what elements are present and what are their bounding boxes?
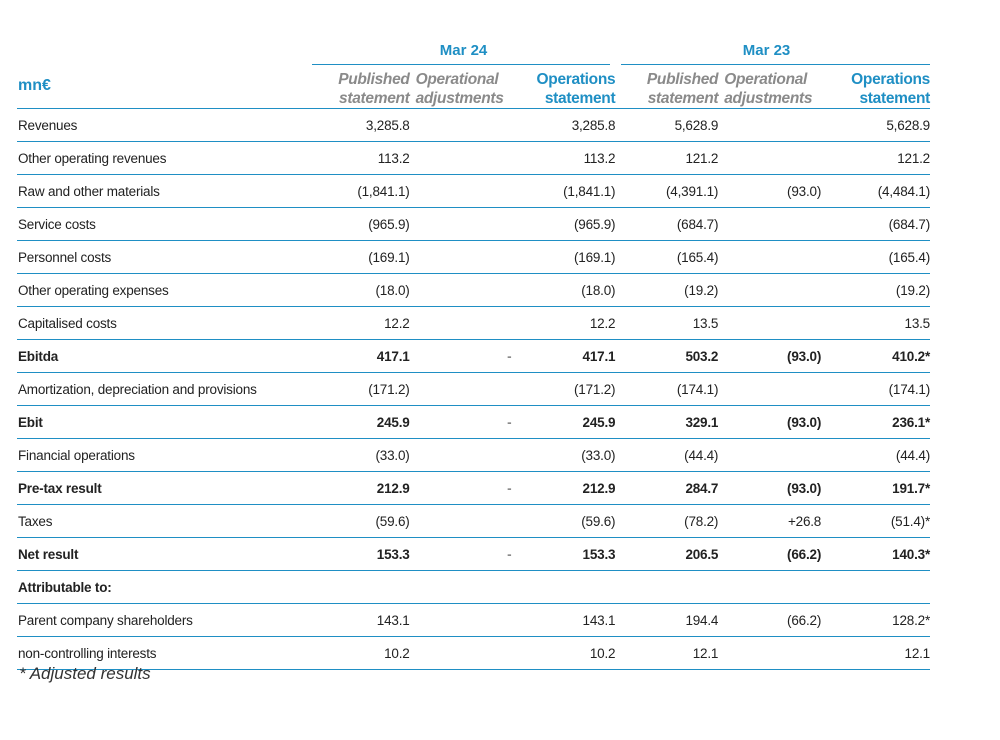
table-cell: (169.1) — [368, 249, 410, 265]
table-cell: (4,484.1) — [877, 183, 930, 199]
table-cell: (51.4)* — [890, 513, 930, 529]
table-cell: 245.9 — [582, 414, 616, 430]
table-cell: 12.2 — [384, 315, 410, 331]
table-cell: 12.2 — [589, 315, 616, 331]
row-label: non-controlling interests — [18, 645, 157, 661]
table-row — [17, 109, 930, 142]
table-cell: 410.2* — [892, 348, 930, 364]
table-cell: (33.0) — [375, 447, 410, 463]
table-cell: (93.0) — [787, 183, 822, 199]
column-header-line: Published — [338, 71, 410, 88]
column-header-line: adjustments — [415, 90, 504, 107]
table-cell: (93.0) — [787, 480, 822, 496]
table-row — [17, 637, 930, 670]
row-label: Other operating revenues — [18, 150, 167, 166]
table-row — [17, 241, 930, 274]
row-label: Pre-tax result — [18, 480, 102, 496]
table-cell: 3,285.8 — [571, 117, 616, 133]
table-cell: (684.7) — [888, 216, 930, 232]
table-cell: (59.6) — [581, 513, 616, 529]
table-cell: 13.5 — [692, 315, 719, 331]
table-cell: 153.3 — [376, 546, 410, 562]
table-row — [17, 505, 930, 538]
table-cell: (174.1) — [888, 381, 930, 397]
table-cell: 113.2 — [377, 150, 410, 166]
table-cell: (165.4) — [676, 249, 719, 265]
table-cell: 143.1 — [582, 612, 616, 628]
table-cell: 121.2 — [685, 150, 719, 166]
table-row — [17, 439, 930, 472]
table-cell: (1,841.1) — [357, 183, 410, 199]
table-cell: 12.1 — [904, 645, 930, 661]
column-header-line: Published — [646, 71, 719, 88]
table-cell: (171.2) — [368, 381, 410, 397]
table-cell: 3,285.8 — [365, 117, 410, 133]
table-cell: (19.2) — [684, 282, 719, 298]
table-cell: 153.3 — [582, 546, 616, 562]
table-cell: 191.7* — [892, 480, 930, 496]
table-cell: - — [507, 546, 512, 562]
table-row — [17, 406, 930, 439]
period-divider — [312, 64, 610, 65]
column-header-line: adjustments — [724, 90, 813, 107]
table-cell: 10.2 — [384, 645, 410, 661]
column-header — [718, 70, 821, 108]
table-cell: 503.2 — [685, 348, 719, 364]
period-header: Mar 24 — [439, 42, 488, 59]
table-cell: (171.2) — [573, 381, 616, 397]
column-header-line: statement — [339, 90, 410, 107]
table-row — [17, 604, 930, 637]
table-cell: (59.6) — [375, 513, 410, 529]
table-cell: (965.9) — [573, 216, 616, 232]
table-cell: 212.9 — [582, 480, 616, 496]
table-row — [17, 175, 930, 208]
table-cell: 121.2 — [897, 150, 930, 166]
table-row — [17, 538, 930, 571]
row-label: Parent company shareholders — [18, 612, 193, 628]
table-cell: 417.1 — [582, 348, 616, 364]
table-body — [17, 109, 930, 670]
table-cell: (169.1) — [573, 249, 616, 265]
period-header: Mar 23 — [742, 42, 791, 59]
row-label: Capitalised costs — [18, 315, 117, 331]
row-label: Service costs — [18, 216, 96, 232]
unit-label: mn€ — [18, 77, 51, 94]
table-cell: (33.0) — [581, 447, 616, 463]
footnote: * Adjusted results — [19, 664, 151, 683]
table-cell: (18.0) — [375, 282, 410, 298]
table-cell: 236.1* — [892, 414, 930, 430]
column-header-line: Operational — [415, 71, 499, 88]
column-header — [615, 70, 718, 108]
table-cell: (93.0) — [787, 348, 822, 364]
column-header-line: statement — [647, 90, 719, 107]
row-label: Taxes — [18, 513, 53, 529]
table-cell: 10.2 — [589, 645, 616, 661]
table-cell: 143.1 — [376, 612, 410, 628]
table-cell: 128.2* — [892, 612, 930, 628]
table-cell: 284.7 — [685, 480, 719, 496]
column-header-line: Operations — [536, 71, 616, 88]
table-cell: - — [507, 414, 512, 430]
table-cell: (165.4) — [888, 249, 930, 265]
table-cell: - — [507, 480, 512, 496]
column-header — [511, 70, 615, 108]
table-cell: 12.1 — [692, 645, 719, 661]
table-cell: 329.1 — [685, 414, 719, 430]
table-cell: (19.2) — [895, 282, 930, 298]
period-divider — [621, 64, 930, 65]
table-cell: (965.9) — [368, 216, 410, 232]
column-header — [410, 70, 512, 108]
table-cell: (1,841.1) — [563, 183, 616, 199]
column-header — [313, 70, 410, 108]
table-row — [17, 472, 930, 505]
table-cell: (4,391.1) — [666, 183, 719, 199]
table-cell: - — [507, 348, 512, 364]
row-label: Amortization, depreciation and provisions — [18, 381, 257, 397]
period-header-row — [17, 38, 930, 64]
table-cell: (684.7) — [676, 216, 719, 232]
table-cell: 194.4 — [685, 612, 719, 628]
row-label: Revenues — [18, 117, 78, 133]
table-cell: 140.3* — [892, 546, 930, 562]
table-cell: 206.5 — [685, 546, 719, 562]
table-cell: 212.9 — [376, 480, 410, 496]
table-cell: 5,628.9 — [886, 117, 930, 133]
column-header-line: statement — [544, 90, 616, 107]
table-cell: 13.5 — [904, 315, 930, 331]
row-label: Ebit — [18, 414, 43, 430]
table-cell: 245.9 — [376, 414, 410, 430]
income-statement-table — [17, 38, 930, 670]
table-cell: (78.2) — [684, 513, 719, 529]
table-row — [17, 373, 930, 406]
table-cell: (44.4) — [684, 447, 719, 463]
row-label: Personnel costs — [18, 249, 112, 265]
table-row — [17, 571, 930, 604]
table-cell: (174.1) — [676, 381, 719, 397]
table-cell: 5,628.9 — [674, 117, 719, 133]
table-row — [17, 142, 930, 175]
table-cell: 113.2 — [583, 150, 616, 166]
table-cell: (93.0) — [787, 414, 822, 430]
row-label: Financial operations — [18, 447, 135, 463]
row-label: Net result — [18, 546, 79, 562]
row-label: Attributable to: — [18, 579, 112, 595]
table-row — [17, 208, 930, 241]
table-cell: (66.2) — [787, 612, 822, 628]
table-cell: (66.2) — [787, 546, 822, 562]
column-header-line: Operational — [724, 71, 808, 88]
table-cell: +26.8 — [787, 513, 822, 529]
row-label: Ebitda — [18, 348, 59, 364]
row-label: Raw and other materials — [18, 183, 160, 199]
table-row — [17, 274, 930, 307]
row-label: Other operating expenses — [18, 282, 169, 298]
table-row — [17, 307, 930, 340]
column-header-line: Operations — [851, 71, 930, 88]
column-header-row — [17, 64, 930, 109]
table-cell: (18.0) — [581, 282, 616, 298]
table-cell: (44.4) — [895, 447, 930, 463]
column-header — [821, 70, 930, 108]
table-row — [17, 340, 930, 373]
table-cell: 417.1 — [376, 348, 410, 364]
column-header-line: statement — [859, 90, 930, 107]
